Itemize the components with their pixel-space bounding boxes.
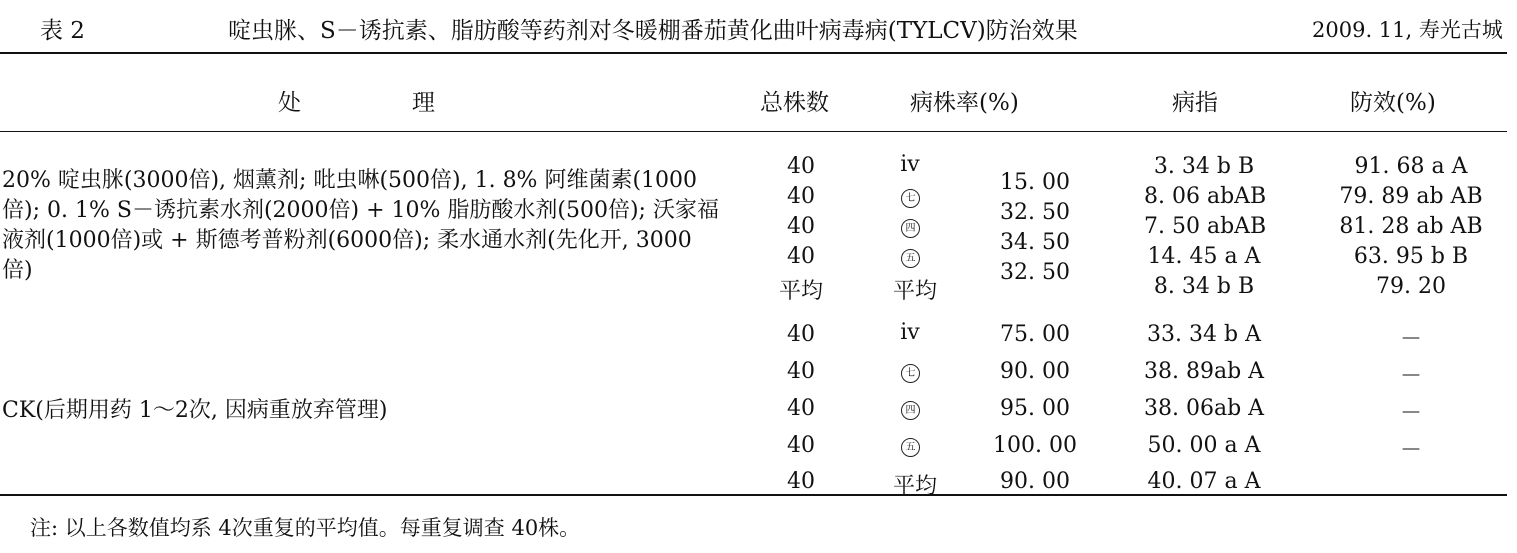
cell-rate: 75. 00 bbox=[1000, 322, 1070, 347]
top-rule bbox=[0, 52, 1507, 54]
header-total: 总株数 bbox=[760, 90, 829, 116]
table-label: 表 2 bbox=[40, 18, 85, 44]
cell-effect: 81. 28 ab AB bbox=[1339, 214, 1483, 239]
cell-total: 40 bbox=[787, 214, 815, 239]
header-rule bbox=[0, 131, 1507, 132]
cell-effect: － bbox=[1399, 401, 1422, 426]
group1-treatment: 20% 啶虫脒(3000倍), 烟薰剂; 吡虫啉(500倍), 1. 8% 阿维菌素(1000倍); 0. 1% S－诱抗素水剂(2000倍) + 10% 脂肪酸水剂(500倍); 沃家福液剂(1000倍)或 + 斯德考普粉剂(6000倍); 柔水通水剂(先化开, 3000倍) bbox=[2, 168, 719, 283]
cell-index: 7. 50 abAB bbox=[1144, 214, 1267, 239]
cell-index: 14. 45 a A bbox=[1147, 244, 1261, 269]
survey-four-icon: 四 bbox=[901, 219, 920, 238]
cell-total: 40 bbox=[787, 469, 815, 494]
header-treatment-b: 理 bbox=[412, 90, 435, 116]
cell-effect: 79. 20 bbox=[1376, 274, 1446, 299]
cell-effect: － bbox=[1399, 327, 1422, 352]
cell-total: 40 bbox=[787, 433, 815, 458]
cell-rate: 90. 00 bbox=[1000, 359, 1070, 384]
cell-rate: 15. 00 bbox=[1000, 170, 1070, 195]
cell-index: 8. 34 b B bbox=[1153, 274, 1255, 299]
cell-effect: 63. 95 b B bbox=[1353, 244, 1469, 269]
header-effect: 防效(%) bbox=[1350, 90, 1436, 116]
cell-index: 38. 06ab A bbox=[1144, 396, 1265, 421]
survey-five-icon: 五 bbox=[901, 438, 920, 457]
cell-rate: 90. 00 bbox=[1000, 469, 1070, 494]
cell-index: 33. 34 b A bbox=[1147, 322, 1261, 347]
cell-index: 40. 07 a A bbox=[1147, 469, 1261, 494]
cell-index: 3. 34 b B bbox=[1153, 154, 1255, 179]
cell-total: 40 bbox=[787, 322, 815, 347]
cell-survey: 平均 bbox=[892, 474, 937, 499]
cell-index: 38. 89ab A bbox=[1144, 359, 1265, 384]
survey-seven-icon: 七 bbox=[901, 364, 920, 383]
cell-total: 40 bbox=[787, 244, 815, 269]
cell-effect: 91. 68 a A bbox=[1354, 154, 1468, 179]
cell-survey: iv bbox=[900, 152, 920, 177]
cell-rate: 34. 50 bbox=[1000, 230, 1070, 255]
cell-survey: iv bbox=[900, 320, 920, 345]
survey-five-icon: 五 bbox=[901, 249, 920, 268]
group2-treatment: CK(后期用药 1～2次, 因病重放弃管理) bbox=[2, 398, 388, 423]
cell-index: 8. 06 abAB bbox=[1144, 184, 1267, 209]
survey-seven-icon: 七 bbox=[901, 189, 920, 208]
header-index: 病指 bbox=[1172, 90, 1218, 116]
cell-index: 50. 00 a A bbox=[1147, 433, 1261, 458]
cell-survey: 平均 bbox=[892, 279, 937, 304]
cell-total: 40 bbox=[787, 184, 815, 209]
cell-rate: 100. 00 bbox=[993, 433, 1077, 458]
cell-total: 平均 bbox=[778, 279, 823, 304]
cell-effect: － bbox=[1399, 438, 1422, 463]
cell-effect: － bbox=[1399, 364, 1422, 389]
bottom-rule bbox=[0, 494, 1507, 496]
header-treatment-a: 处 bbox=[278, 90, 301, 116]
survey-four-icon: 四 bbox=[901, 401, 920, 420]
cell-effect: 79. 89 ab AB bbox=[1339, 184, 1483, 209]
cell-rate: 32. 50 bbox=[1000, 260, 1070, 285]
table-title: 啶虫脒、S－诱抗素、脂肪酸等药剂对冬暖棚番茄黄化曲叶病毒病(TYLCV)防治效果 bbox=[228, 18, 1078, 44]
cell-rate: 95. 00 bbox=[1000, 396, 1070, 421]
cell-rate: 32. 50 bbox=[1000, 200, 1070, 225]
cell-total: 40 bbox=[787, 154, 815, 179]
cell-total: 40 bbox=[787, 359, 815, 384]
header-rate: 病株率(%) bbox=[910, 90, 1019, 116]
table-footnote: 注: 以上各数值均系 4次重复的平均值。每重复调查 40株。 bbox=[30, 516, 581, 540]
table-date-place: 2009. 11, 寿光古城 bbox=[1312, 18, 1503, 42]
cell-total: 40 bbox=[787, 396, 815, 421]
